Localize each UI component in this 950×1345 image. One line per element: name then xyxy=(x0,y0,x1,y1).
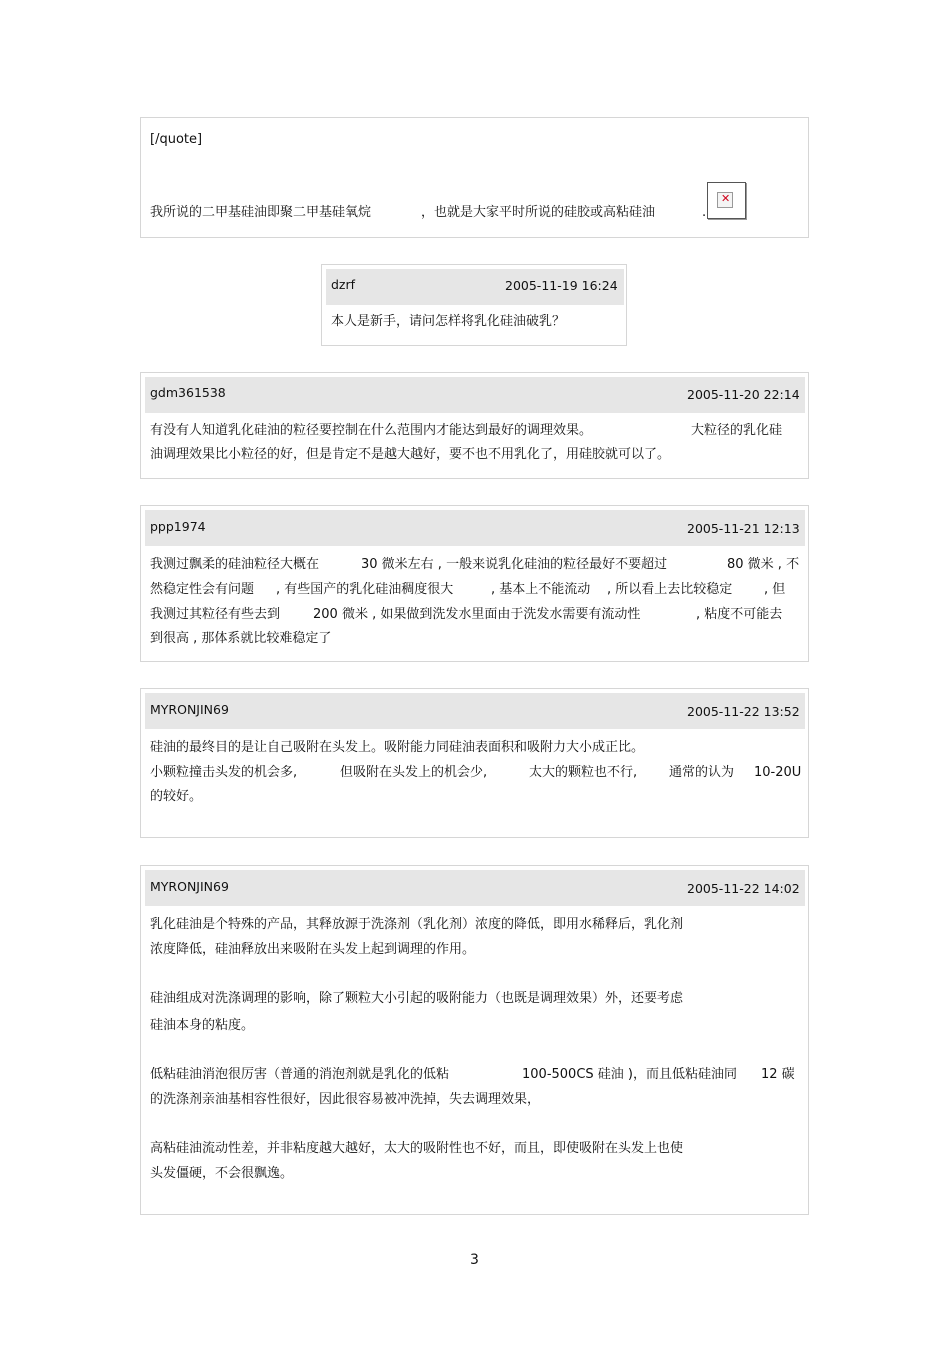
post-username[interactable]: MYRONJIN69 xyxy=(150,879,229,894)
post-body-line: 有没有人知道乳化硅油的粒径要控制在什么范围内才能达到最好的调理效果。 xyxy=(150,423,593,438)
post-date: 2005-11-19 16:24 xyxy=(505,278,618,293)
post-ppp1974 xyxy=(140,505,809,662)
post-username[interactable]: ppp1974 xyxy=(150,519,206,534)
post-body-line: 12 碳 xyxy=(761,1067,795,1082)
post-gdm361538 xyxy=(140,372,809,479)
quote-close-tag: [/quote] xyxy=(150,132,203,147)
post-body-line: 10-20U xyxy=(754,765,802,780)
post-body-line: 低粘硅油消泡很厉害（普通的消泡剂就是乳化的低粘 xyxy=(150,1067,450,1082)
quote-text-b: ，也就是大家平时所说的硅胶或高粘硅油 xyxy=(421,205,656,220)
post-date: 2005-11-22 13:52 xyxy=(687,704,800,719)
post-username[interactable]: gdm361538 xyxy=(150,385,226,400)
broken-image-icon: ✕ xyxy=(707,182,746,219)
post-body-line: 硅油的最终目的是让自己吸附在头发上。吸附能力同硅油表面积和吸附力大小成正比。 xyxy=(150,740,645,755)
post-body-line: 的较好。 xyxy=(150,789,203,804)
post-body-line: 200 微米 , 如果做到洗发水里面由于洗发水需要有流动性 xyxy=(313,607,641,622)
post-date: 2005-11-21 12:13 xyxy=(687,521,800,536)
post-body-line: 太大的颗粒也不行, xyxy=(529,765,638,780)
post-body-line: 油调理效果比小粒径的好，但是肯定不是越大越好，要不也不用乳化了，用硅胶就可以了。 xyxy=(150,447,671,462)
post-username[interactable]: MYRONJIN69 xyxy=(150,702,229,717)
post-body-line: 100-500CS 硅油 )，而且低粘硅油同 xyxy=(522,1067,737,1082)
post-body-line: 大粒径的乳化硅 xyxy=(691,423,783,438)
quote-text-a: 我所说的二甲基硅油即聚二甲基硅氧烷 xyxy=(150,205,372,220)
page-number: 3 xyxy=(470,1252,479,1268)
post-body-line: 本人是新手，请问怎样将乳化硅油破乳？ xyxy=(331,314,566,329)
post-body-line: , 但 xyxy=(764,582,786,597)
post-body-line: 小颗粒撞击头发的机会多, xyxy=(150,765,298,780)
post-body-line: , 粘度不可能去 xyxy=(696,607,783,622)
post-body-line: 高粘硅油流动性差，并非粘度越大越好，太大的吸附性也不好，而且，即使吸附在头发上也使 xyxy=(150,1141,684,1156)
post-date: 2005-11-20 22:14 xyxy=(687,387,800,402)
post-body-line: 头发僵硬，不会很飘逸。 xyxy=(150,1166,294,1181)
post-body-line: 乳化硅油是个特殊的产品，其释放源于洗涤剂（乳化剂）浓度的降低，即用水稀释后，乳化剂 xyxy=(150,917,684,932)
post-body-line: , 所以看上去比较稳定 xyxy=(607,582,733,597)
post-body-line: 浓度降低，硅油释放出来吸附在头发上起到调理的作用。 xyxy=(150,942,476,957)
post-body-line: , 基本上不能流动 xyxy=(491,582,591,597)
post-myronjin69-1402 xyxy=(140,865,809,1215)
post-dzrf xyxy=(321,264,627,346)
post-body-line: 然稳定性会有问题 xyxy=(150,582,255,597)
quote-box xyxy=(140,117,809,238)
post-body-line: 硅油本身的粘度。 xyxy=(150,1018,255,1033)
post-body-line: 的洗涤剂亲油基相容性很好，因此很容易被冲洗掉，失去调理效果， xyxy=(150,1092,541,1107)
post-date: 2005-11-22 14:02 xyxy=(687,881,800,896)
post-body-line: , 有些国产的乳化硅油稠度很大 xyxy=(276,582,454,597)
post-body-line: 我测过飘柔的硅油粒径大概在 xyxy=(150,557,320,572)
post-body-line: 我测过其粒径有些去到 xyxy=(150,607,281,622)
post-body-line: 通常的认为 xyxy=(669,765,735,780)
post-body-line: 80 微米 , 不 xyxy=(727,557,800,572)
post-body-line: 硅油组成对洗涤调理的影响，除了颗粒大小引起的吸附能力（也既是调理效果）外，还要考虑 xyxy=(150,991,684,1006)
quote-text-c: . xyxy=(702,205,707,220)
post-body-line: 但吸附在头发上的机会少, xyxy=(340,765,488,780)
post-username[interactable]: dzrf xyxy=(331,277,356,292)
post-myronjin69-1352 xyxy=(140,688,809,838)
post-body-line: 30 微米左右 , 一般来说乳化硅油的粒径最好不要超过 xyxy=(361,557,668,572)
post-body-line: 到很高 , 那体系就比较难稳定了 xyxy=(150,631,332,646)
